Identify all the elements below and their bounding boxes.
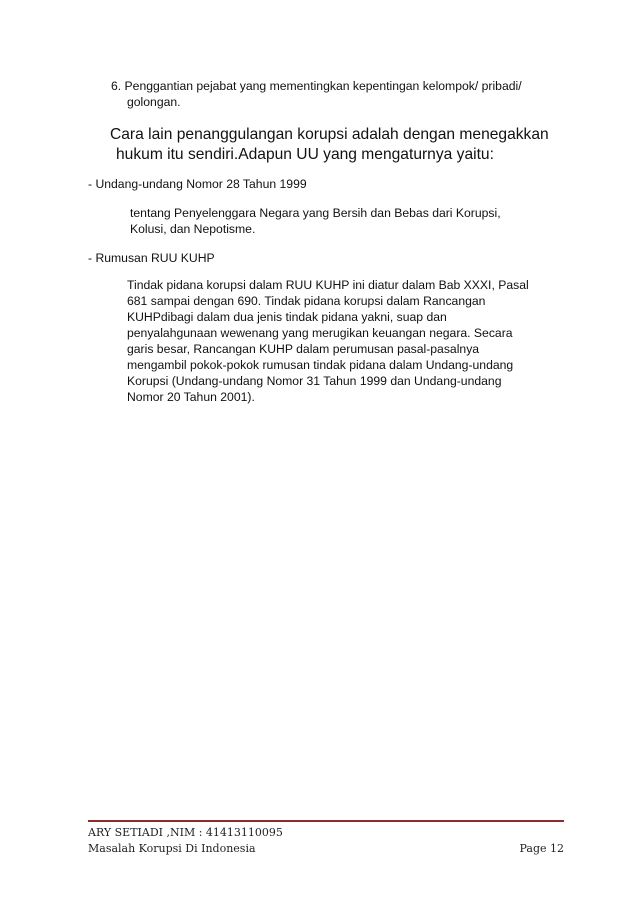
paragraph-line-last: Nomor 20 Tahun 2001). [127, 390, 255, 404]
law-description-line2: Kolusi, dan Nepotisme. [130, 222, 256, 236]
footer-rule [88, 820, 564, 822]
lead-paragraph-line2: hukum itu sendiri.Adapun UU yang mengaturnya yaitu: [116, 146, 494, 163]
footer-page-number: Page 12 [519, 842, 564, 855]
paragraph-line: Korupsi (Undang-undang Nomor 31 Tahun 1999 dan Undang-undang [127, 374, 502, 388]
paragraph-line: 681 sampai dengan 690. Tindak pidana korupsi dalam Rancangan [127, 294, 486, 308]
law-heading-uu-28-1999: - Undang-undang Nomor 28 Tahun 1999 [88, 177, 307, 191]
paragraph-line: mengambil pokok-pokok rumusan tindak pidana dalam Undang-undang [127, 358, 514, 372]
paragraph-line: garis besar, Rancangan KUHP dalam perumusan pasal-pasalnya [127, 342, 480, 356]
paragraph-line: KUHPdibagi dalam dua jenis tindak pidana yakni, suap dan [127, 310, 447, 324]
lead-paragraph-line1: Cara lain penanggulangan korupsi adalah dengan menegakkan [110, 126, 549, 143]
footer-document-title: Masalah Korupsi Di Indonesia [88, 842, 256, 855]
list-item-6-line1: 6. Penggantian pejabat yang mementingkan kepentingan kelompok/ pribadi/ [111, 79, 522, 93]
paragraph-line: Tindak pidana korupsi dalam RUU KUHP ini diatur dalam Bab XXXI, Pasal [127, 278, 529, 292]
paragraph-line: penyalahgunaan wewenang yang merugikan keuangan negara. Secara [127, 326, 513, 340]
footer-author: ARY SETIADI ,NIM : 41413110095 [88, 826, 283, 839]
law-description-line1: tentang Penyelenggara Negara yang Bersih dan Bebas dari Korupsi, [130, 206, 501, 220]
law-heading-ruu-kuhp: - Rumusan RUU KUHP [88, 251, 215, 265]
list-item-6-line2: golongan. [127, 95, 181, 109]
